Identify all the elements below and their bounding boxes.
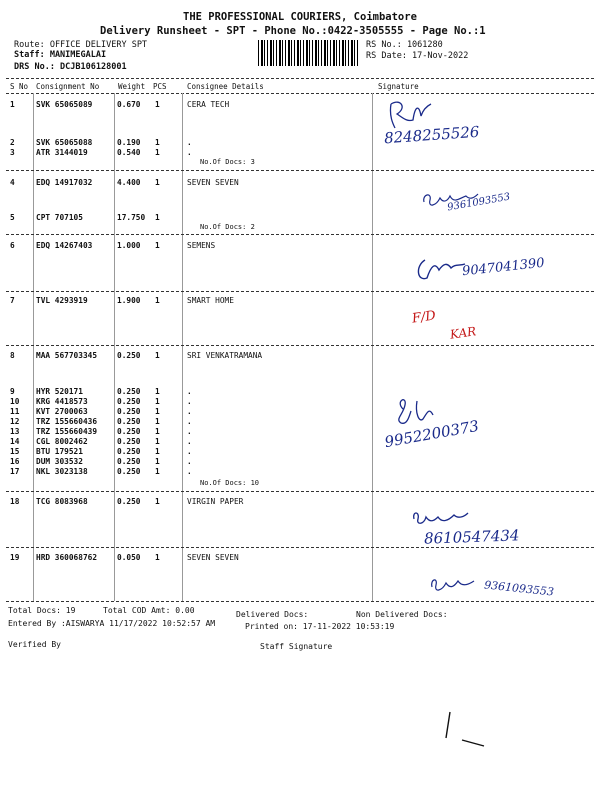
col-signature: Signature (378, 82, 419, 91)
rs-date: RS Date: 17-Nov-2022 (366, 51, 469, 61)
row-consignee: SMART HOME (187, 296, 234, 305)
row-pcs: 1 (155, 138, 160, 147)
row-sno: 16 (10, 457, 20, 466)
row-pcs: 1 (155, 467, 160, 476)
row-pcs: 1 (155, 351, 160, 360)
row-pcs: 1 (155, 387, 160, 396)
row-sno: 10 (10, 397, 20, 406)
delivered-docs: Delivered Docs: (236, 610, 309, 619)
row-consignment: DUM 303532 (36, 457, 83, 466)
row-weight: 0.250 (117, 351, 141, 360)
header-bottom-rule (6, 93, 594, 94)
row-consignment: TVL 4293919 (36, 296, 88, 305)
row-consignee: . (187, 148, 192, 157)
row-consignee: . (187, 467, 192, 476)
rs-number: RS No.: 1061280 (366, 40, 443, 50)
row-consignment: MAA 567703345 (36, 351, 98, 360)
row-consignment: CPT 707105 (36, 213, 83, 222)
row-consignment: SVK 65065088 (36, 138, 93, 147)
row-pcs: 1 (155, 447, 160, 456)
row-pcs: 1 (155, 407, 160, 416)
row-weight: 0.670 (117, 100, 141, 109)
row-pcs: 1 (155, 296, 160, 305)
row-weight: 17.750 (117, 213, 146, 222)
row-consignment: BTU 179521 (36, 447, 83, 456)
row-consignment: EDQ 14917032 (36, 178, 93, 187)
row-pcs: 1 (155, 497, 160, 506)
entered-by: Entered By :AISWARYA 11/17/2022 10:52:57 AM (8, 619, 216, 628)
company-name: THE PROFESSIONAL COURIERS, Coimbatore (183, 11, 417, 23)
row-consignment: TRZ 155660436 (36, 417, 98, 426)
docs-count: No.Of Docs: 10 (200, 479, 260, 487)
row-sno: 13 (10, 427, 20, 436)
row-pcs: 1 (155, 417, 160, 426)
row-weight: 4.400 (117, 178, 141, 187)
group-rule (6, 291, 594, 292)
row-weight: 0.250 (117, 467, 141, 476)
row-weight: 0.250 (117, 437, 141, 446)
handwritten-note: F/D (411, 308, 437, 327)
row-sno: 11 (10, 407, 20, 416)
handwritten-phone: 9361093553 (483, 578, 555, 599)
row-consignee: . (187, 407, 192, 416)
row-consignee: VIRGIN PAPER (187, 497, 244, 506)
row-weight: 0.190 (117, 138, 141, 147)
row-sno: 12 (10, 417, 20, 426)
row-sno: 18 (10, 497, 20, 506)
group-rule (6, 170, 594, 171)
non-delivered-docs: Non Delivered Docs: (356, 610, 448, 619)
row-weight: 0.250 (117, 387, 141, 396)
row-sno: 4 (10, 178, 15, 187)
row-consignee: SEVEN SEVEN (187, 553, 239, 562)
row-pcs: 1 (155, 437, 160, 446)
row-consignee: . (187, 417, 192, 426)
col-consignee: Consignee Details (187, 82, 264, 91)
row-sno: 19 (10, 553, 20, 562)
handwritten-phone: 9952200373 (383, 416, 481, 452)
group-rule (6, 547, 594, 548)
row-weight: 0.250 (117, 497, 141, 506)
row-weight: 0.540 (117, 148, 141, 157)
row-pcs: 1 (155, 178, 160, 187)
row-consignment: SVK 65065089 (36, 100, 93, 109)
row-consignee: . (187, 427, 192, 436)
row-weight: 0.250 (117, 427, 141, 436)
row-weight: 0.250 (117, 407, 141, 416)
docs-count: No.Of Docs: 2 (200, 223, 255, 231)
handwritten-phone: 9361093553 (446, 191, 512, 214)
row-consignment: EDQ 14267403 (36, 241, 93, 250)
row-consignment: HRD 360068762 (36, 553, 98, 562)
row-sno: 1 (10, 100, 15, 109)
row-sno: 9 (10, 387, 15, 396)
header-top-rule (6, 78, 594, 79)
col-weight: Weight (118, 82, 146, 91)
group-rule (6, 234, 594, 235)
row-consignee: . (187, 447, 192, 456)
handwritten-note: KAR (449, 324, 478, 342)
row-consignee: . (187, 138, 192, 147)
row-sno: 15 (10, 447, 20, 456)
row-pcs: 1 (155, 241, 160, 250)
total-docs: Total Docs: 19 (8, 606, 76, 615)
staff-text: Staff: MANIMEGALAI (14, 50, 107, 60)
row-sno: 5 (10, 213, 15, 222)
row-consignee: CERA TECH (187, 100, 230, 109)
printed-on: Printed on: 17-11-2022 10:53:19 (245, 622, 395, 631)
row-pcs: 1 (155, 148, 160, 157)
row-sno: 2 (10, 138, 15, 147)
row-weight: 1.000 (117, 241, 141, 250)
drs-number: DRS No.: DCJB106128001 (14, 62, 127, 72)
row-weight: 1.900 (117, 296, 141, 305)
row-sno: 7 (10, 296, 15, 305)
row-consignment: KRG 4418573 (36, 397, 88, 406)
row-pcs: 1 (155, 100, 160, 109)
row-sno: 6 (10, 241, 15, 250)
col-consignment: Consignment No (36, 82, 100, 91)
verified-by: Verified By (8, 640, 61, 649)
total-cod: Total COD Amt: 0.00 (103, 606, 195, 615)
group-rule (6, 345, 594, 346)
row-consignee: SEVEN SEVEN (187, 178, 239, 187)
row-sno: 8 (10, 351, 15, 360)
row-pcs: 1 (155, 213, 160, 222)
row-consignment: CGL 8002462 (36, 437, 88, 446)
row-pcs: 1 (155, 427, 160, 436)
row-weight: 0.250 (117, 457, 141, 466)
row-consignment: TRZ 155660439 (36, 427, 98, 436)
row-consignee: SRI VENKATRAMANA (187, 351, 263, 360)
row-consignee: . (187, 397, 192, 406)
pen-mark (440, 710, 490, 752)
staff-signature: Staff Signature (260, 642, 333, 651)
row-consignment: KVT 2700063 (36, 407, 88, 416)
row-pcs: 1 (155, 457, 160, 466)
row-consignee: . (187, 437, 192, 446)
row-pcs: 1 (155, 397, 160, 406)
row-consignee: . (187, 387, 192, 396)
row-sno: 14 (10, 437, 20, 446)
signature-scribble (428, 573, 478, 599)
row-weight: 0.050 (117, 553, 141, 562)
barcode (258, 40, 358, 66)
row-consignment: TCG 8083968 (36, 497, 88, 506)
group-rule (6, 491, 594, 492)
handwritten-phone: 8248255526 (383, 122, 480, 148)
row-consignment: ATR 3144019 (36, 148, 88, 157)
handwritten-phone: 9047041390 (461, 255, 546, 280)
row-consignee: SEMENS (187, 241, 216, 250)
col-sno: S No (10, 82, 29, 91)
docs-count: No.Of Docs: 3 (200, 158, 255, 166)
row-sno: 17 (10, 467, 20, 476)
handwritten-phone: 8610547434 (423, 526, 520, 548)
row-pcs: 1 (155, 553, 160, 562)
row-weight: 0.250 (117, 447, 141, 456)
row-weight: 0.250 (117, 417, 141, 426)
row-consignment: NKL 3023138 (36, 467, 88, 476)
row-consignment: HYR 520171 (36, 387, 83, 396)
group-rule (6, 601, 594, 602)
col-pcs: PCS (153, 82, 167, 91)
row-consignee: . (187, 457, 192, 466)
row-weight: 0.250 (117, 397, 141, 406)
row-sno: 3 (10, 148, 15, 157)
runsheet-title: Delivery Runsheet - SPT - Phone No.:0422-3505555 - Page No.:1 (100, 25, 486, 37)
route-text: Route: OFFICE DELIVERY SPT (14, 40, 148, 50)
